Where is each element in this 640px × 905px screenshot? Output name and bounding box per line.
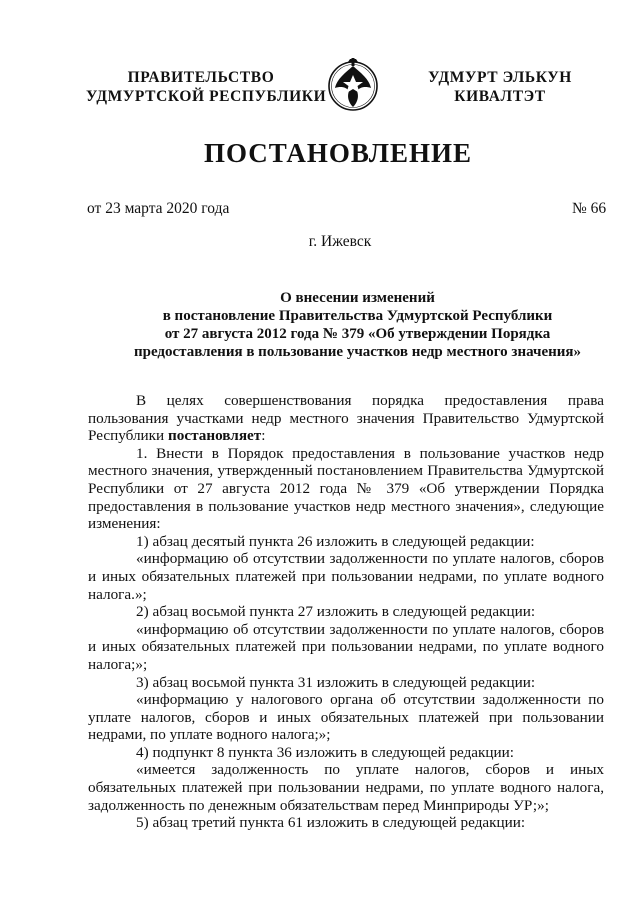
body-paragraph: 2) абзац восьмой пункта 27 изложить в следующей редакции: [136,603,536,621]
resolves-keyword: постановляет [168,427,262,445]
issuer-name-russian [86,68,327,106]
issuer-line: УДМУРТСКОЙ РЕСПУБЛИКИ [86,88,327,105]
body-paragraph: 3) абзац восьмой пункта 31 изложить в следующей редакции: [136,673,536,691]
document-number: № 66 [572,200,607,217]
preamble-colon: : [261,427,266,445]
document-body [88,392,604,832]
subject-line: от 27 августа 2012 года № 379 «Об утверждении Порядка [164,326,551,342]
subject-line: предоставления в пользование участков недр местного значения» [133,344,582,360]
document-date: от 23 марта 2020 года [87,200,230,217]
preamble-paragraph [88,392,604,445]
document-subject [90,289,625,361]
subject-line: в постановление Правительства Удмуртской Республики [162,308,553,324]
body-paragraph: 1. Внести в Порядок предоставления в пользование участков недр местного значения, утвержденный постановлением Правительства Удмуртской Республики от 27 августа 2012 года № 379 «Об утверждении Порядка предоставления в пользование участков недр местного значения», следующие изменения: [88,444,604,533]
subject-line: О внесении изменений [280,290,435,306]
body-paragraph: «информацию об отсутствии задолженности по уплате налогов, сборов и иных обязательных платежей при пользовании недрами, по уплате водного налога;»; [88,620,604,673]
issuer-line: КИВАЛТЭТ [454,88,546,105]
body-paragraph: «имеется задолженность по уплате налогов, сборов и иных обязательных платежей при пользовании недрами, по уплате водного налога, задолженность по денежным обязательствам перед Минприроды УР;»; [88,761,604,814]
body-paragraph: «информацию об отсутствии задолженности по уплате налогов, сборов и иных обязательных платежей при пользовании недрами, по уплате водного налога.»; [88,550,604,603]
issuer-name-udmurt [420,68,580,106]
document-title: ПОСТАНОВЛЕНИЕ [203,138,473,168]
preamble-text: В целях совершенствования порядка предоставления права пользования участками недр местного значения Правительство Удмуртской Республики [88,392,604,445]
issuer-line: УДМУРТ ЭЛЬКУН [428,69,572,86]
issuer-line: ПРАВИТЕЛЬСТВО [127,69,275,86]
body-paragraph: 5) абзац третий пункта 61 изложить в следующей редакции: [136,814,526,832]
document-city: г. Ижевск [308,233,372,250]
udmurt-coat-of-arms-icon [327,55,379,115]
body-paragraph: 1) абзац десятый пункта 26 изложить в следующей редакции: [136,532,535,550]
body-paragraph: «информацию у налогового органа об отсутствии задолженности по уплате налогов, сборов и иных обязательных платежей при пользовании недрами, по уплате водного налога;»; [88,691,604,744]
body-paragraph: 4) подпункт 8 пункта 36 изложить в следующей редакции: [136,743,515,761]
